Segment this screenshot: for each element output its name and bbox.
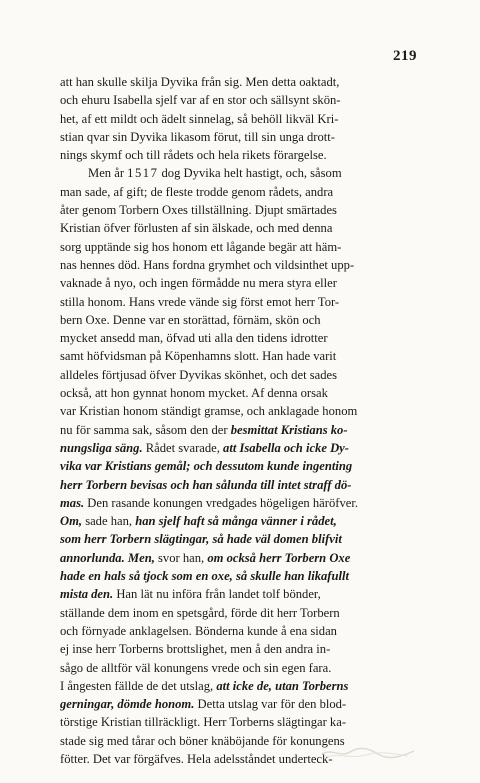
text-line	[60, 512, 430, 530]
text-line	[60, 622, 430, 640]
italic-text-segment: nungsliga säng.	[60, 440, 143, 455]
text-line	[60, 91, 430, 109]
text-line	[60, 695, 430, 713]
text-segment: sorg upptände sig hos honom ett lågande begär att häm-	[60, 239, 342, 254]
text-line	[60, 366, 430, 384]
italic-text-segment: att Isabella och icke Dy-	[223, 440, 349, 455]
text-segment: 1517	[127, 166, 159, 181]
text-segment: I ångesten fällde de det utslag,	[60, 678, 217, 693]
text-segment: Kristian öfver förlusten af sin älskade, och med denna	[60, 221, 333, 236]
text-segment: mycket ansedd man, öfvad uti alla den tidens idrotter	[60, 331, 328, 346]
text-line	[60, 293, 430, 311]
text-segment: sågo de alltför väl konungens vrede och sin egen fara.	[60, 660, 332, 675]
italic-text-segment: han sjelf haft så många vänner i rådet,	[135, 514, 337, 529]
text-segment: åter genom Torbern Oxes tillställning. Djupt smärtades	[60, 203, 337, 218]
text-segment: Men år	[88, 166, 128, 181]
text-segment: Detta utslag var för den blod-	[194, 697, 347, 712]
text-segment: Rådet svarade,	[142, 440, 224, 455]
text-line	[60, 659, 430, 677]
text-segment: stilla honom. Hans vrede vände sig först emot herr Tor-	[60, 294, 340, 309]
text-line	[60, 713, 430, 731]
text-line	[60, 274, 430, 292]
text-line	[60, 494, 430, 512]
text-segment: alldeles förtjusad öfver Dyvikas skönhet, och det sades	[60, 367, 337, 382]
text-line	[60, 640, 430, 658]
text-segment: och ehuru Isabella sjelf var af en stor och sällsynt skön-	[60, 93, 341, 108]
text-line	[60, 585, 430, 603]
text-line	[60, 128, 430, 146]
text-segment: dog Dyvika helt hastigt, och, såsom	[158, 166, 342, 181]
text-line	[60, 549, 430, 567]
text-segment: sade han,	[82, 514, 136, 529]
italic-text-segment: mas.	[60, 495, 85, 510]
text-segment: stade sig med tårar och böner knäböjande för konungens	[60, 733, 345, 748]
body-text	[60, 73, 430, 768]
text-segment: nas hennes död. Hans fordna grymhet och vildsinthet upp-	[60, 257, 355, 272]
text-segment: att han skulle skilja Dyvika från sig. Men detta oaktadt,	[60, 75, 340, 89]
library-stamp-watermark	[318, 744, 418, 760]
text-segment: svor han,	[154, 550, 208, 565]
text-segment: var Kristian honom ständigt gramse, och anklagade honom	[60, 404, 358, 419]
text-line	[60, 439, 430, 457]
italic-text-segment: gerningar, dömde honom.	[60, 697, 195, 712]
italic-text-segment: annorlunda.	[60, 550, 125, 565]
page-number: 219	[393, 48, 417, 64]
text-line	[60, 677, 430, 695]
italic-text-segment: vika var Kristians gemål; och dessutom kunde ingenting	[60, 459, 353, 474]
text-line	[60, 457, 430, 475]
text-line	[60, 238, 430, 256]
text-segment: vaknade å nyo, och ingen förmådde nu mera styra eller	[60, 276, 337, 291]
text-segment: Den rasande konungen vredgades högeligen häröfver.	[84, 495, 358, 510]
italic-text-segment: Om,	[60, 514, 83, 529]
text-line	[60, 110, 430, 128]
text-segment: fötter. Det var förgäfves. Hela adelsståndet underteck-	[60, 751, 333, 766]
text-line	[60, 476, 430, 494]
text-line	[60, 384, 430, 402]
text-line	[60, 311, 430, 329]
text-line	[60, 421, 430, 439]
text-line	[60, 201, 430, 219]
italic-text-segment: om också herr Torbern Oxe	[207, 550, 351, 565]
text-segment: nu för samma sak, såsom den der	[60, 422, 231, 437]
italic-text-segment: herr Torbern bevisas och han sålunda till intet straff dö-	[60, 477, 352, 492]
italic-text-segment: besmittat Kristians ko-	[230, 422, 348, 437]
text-line	[60, 256, 430, 274]
italic-text-segment: att icke de, utan Torberns	[216, 678, 349, 693]
text-line	[60, 567, 430, 585]
text-segment: stian qvar sin Dyvika likasom förut, till sin unga drott-	[60, 129, 335, 144]
text-segment: också, att hon gynnat honom mycket. Af denna orsak	[60, 386, 328, 401]
text-segment: Han lät nu införa från landet tolf bönder,	[113, 587, 321, 602]
text-line	[60, 402, 430, 420]
text-line	[60, 219, 430, 237]
italic-text-segment: mista den.	[60, 587, 114, 602]
text-segment: samt höfvidsman på Köpenhamns slott. Han hade varit	[60, 349, 337, 364]
text-line	[60, 604, 430, 622]
text-segment: och förnyade anklagelsen. Bönderna kunde å ena sidan	[60, 623, 337, 638]
text-line	[60, 146, 430, 164]
text-line	[60, 530, 430, 548]
text-line	[60, 183, 430, 201]
text-line	[60, 164, 430, 182]
text-segment: törstige Kristian tillräckligt. Herr Torberns slägtingar ka-	[60, 715, 347, 730]
text-line	[60, 347, 430, 365]
italic-text-segment: hade en hals så tjock som en oxe, så skulle han likafullt	[60, 569, 349, 584]
italic-text-segment: Men,	[127, 550, 155, 565]
text-segment: man sade, af gift; de fleste trodde genom rådets, andra	[60, 184, 334, 199]
text-line	[60, 329, 430, 347]
text-segment: bern Oxe. Denne var en storättad, förnäm, skön och	[60, 312, 321, 327]
text-line	[60, 73, 430, 91]
italic-text-segment: som herr Torbern slägtingar, så hade väl domen blifvit	[60, 532, 342, 547]
text-segment: het, af ett mildt och ädelt sinnelag, så behöll likväl Kri-	[60, 111, 339, 126]
text-segment: ej inse herr Torberns brottslighet, men å den andra in-	[60, 642, 331, 657]
text-segment: ställande dem inom en spetsgård, förde dit herr Torbern	[60, 605, 340, 620]
text-segment: nings skymf och till rådets och hela rikets förargelse.	[60, 148, 327, 163]
